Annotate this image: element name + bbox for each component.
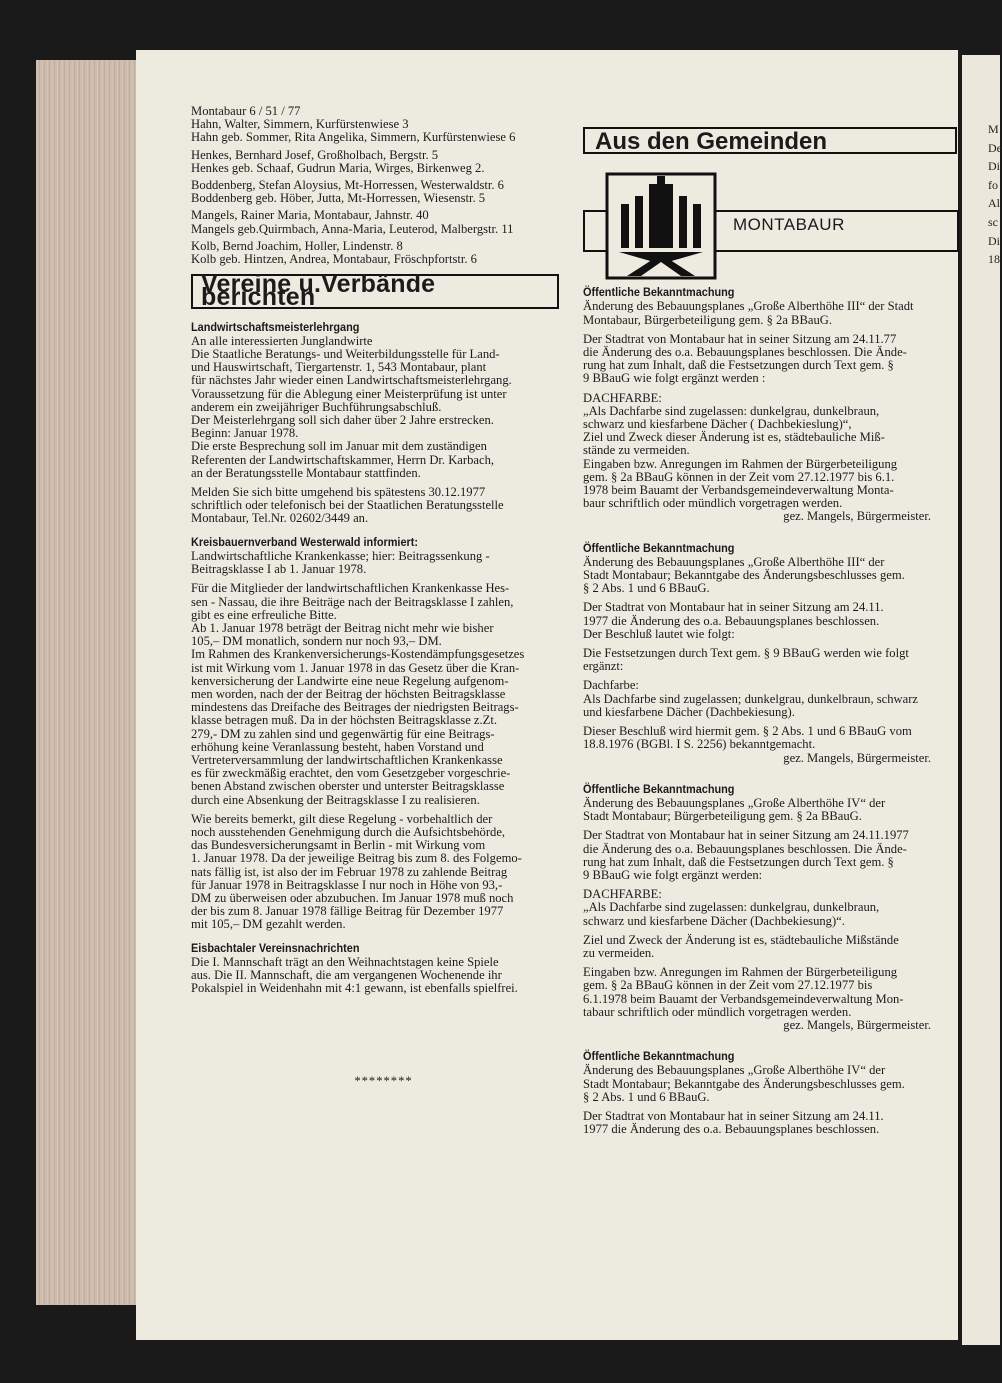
text-line: „Als Dachfarbe sind zugelassen: dunkelgrau, dunkelbraun, — [583, 900, 880, 915]
text-line: 1. Januar 1978. Da der jeweilige Beitrag bis zum 8. des Folgemo- — [191, 851, 522, 866]
text-line: der bis zum 8. Januar 1978 fällige Beitrag für Dezember 1977 — [191, 904, 504, 919]
text-line: an der Beratungsstelle Montabaur stattfinden. — [191, 465, 421, 480]
text-line: 105,– DM monatlich, sondern nur noch 93,– DM. — [191, 634, 442, 649]
notice-list — [583, 286, 961, 1136]
text-line: und kiesfarbene Dächer (Dachbekiesung). — [583, 704, 795, 719]
text-line: § 2 Abs. 1 und 6 BBauG. — [583, 1089, 710, 1104]
text-line: 9 BBauG wie folgt ergänzt werden: — [583, 867, 763, 882]
text-line: Vertreterversammlung der landwirtschaftlichen Krankenkasse — [191, 752, 503, 767]
text-line: mindestens das Dreifache des Beitrages der niedrigsten Beitrags- — [191, 700, 519, 715]
text-line: Die Staatliche Beratungs- und Weiterbildungsstelle für Land- — [191, 347, 500, 362]
text-line: Voraussetzung für die Ablegung einer Meisterprüfung ist unter — [191, 386, 507, 401]
section-title: Kreisbauernverband Westerwald informiert: — [191, 534, 419, 549]
notice-title: Öffentliche Bekanntmachung — [583, 1049, 735, 1064]
section-title: Eisbachtaler Vereinsnachrichten — [191, 940, 360, 955]
text-line: noch ausstehenden Genehmigung durch die Aufsichtsbehörde, — [191, 824, 506, 839]
text-line: DACHFARBE: — [583, 887, 662, 902]
text-line: für Januar 1978 in Beitragsklasse I nur noch in Höhe von 93,- — [191, 877, 503, 892]
text-line: kenversicherung der Landwirte eine neue Regelung aufgenom- — [191, 673, 509, 688]
text-line: Der Stadtrat von Montabaur hat in seiner Sitzung am 24.11.1977 — [583, 828, 909, 843]
text-line: Die I. Mannschaft trägt an den Weihnachtstagen keine Spiele — [191, 954, 499, 969]
text-line: Montabaur, Tel.Nr. 02602/3449 an. — [191, 511, 369, 526]
signature: gez. Mangels, Bürgermeister. — [783, 750, 931, 765]
text-line: An alle interessierten Junglandwirte — [191, 333, 373, 348]
text-line: Stadt Montabaur; Bekanntgabe des Änderungsbeschlusses gem. — [583, 568, 905, 583]
notice-title: Öffentliche Bekanntmachung — [583, 540, 735, 555]
notice-title: Öffentliche Bekanntmachung — [583, 285, 735, 300]
text-line: Landwirtschaftliche Krankenkasse; hier: Beitragssenkung - — [191, 548, 490, 563]
list-line: Boddenberg, Stefan Aloysius, Mt-Horressen, Westerwaldstr. 6 — [191, 178, 504, 193]
text-line: schwarz und kiesfarbene Dächer (Dachbekiesung)“. — [583, 913, 845, 928]
text-line: Dieser Beschluß wird hiermit gem. § 2 Abs. 1 und 6 BBauG vom — [583, 724, 912, 739]
separator-stars: ******** — [354, 1074, 413, 1089]
text-line: Für die Mitglieder der landwirtschaftlichen Krankenkasse Hes- — [191, 581, 510, 596]
notice — [583, 1032, 961, 1136]
text-line: Eingaben bzw. Anregungen im Rahmen der Bürgerbeteiligung — [583, 965, 898, 980]
list-line: Hahn, Walter, Simmern, Kurfürstenwiese 3 — [191, 117, 409, 132]
notice — [583, 765, 961, 1032]
right-column — [583, 127, 961, 1136]
text-line: gibt es eine erfreuliche Bitte. — [191, 607, 337, 622]
text-line: rung hat zum Inhalt, daß die Festsetzungen durch Text gem. § — [583, 854, 894, 869]
text-line: Der Stadtrat von Montabaur hat in seiner Sitzung am 24.11.77 — [583, 331, 897, 346]
text-line: zu vermeiden. — [583, 945, 655, 960]
text-line: Montabaur, Bürgerbeteiligung gem. § 2a BBauG. — [583, 312, 832, 327]
text-line: Im Rahmen des Krankenversicherungs-Kostendämpfungsgesetzes — [191, 647, 525, 662]
next-page-text: M De Di fo Al sc Di 18 — [988, 122, 1002, 267]
list-line: Henkes geb. Schaaf, Gudrun Maria, Wirges, Birkenweg 2. — [191, 160, 485, 175]
section-title: Landwirtschaftsmeisterlehrgang — [191, 319, 360, 334]
article-body — [191, 956, 576, 996]
text-line: Melden Sie sich bitte umgehend bis spätestens 30.12.1977 — [191, 485, 486, 500]
list-line: Hahn geb. Sommer, Rita Angelika, Simmern, Kurfürstenwiese 6 — [191, 130, 516, 145]
text-line: DM zu überweisen oder abzubuchen. Im Januar 1978 muß noch — [191, 890, 514, 905]
text-line: klasse betragen muß. Da in der höchsten Beitragsklasse z.Zt. — [191, 713, 498, 728]
list-line: Kolb, Bernd Joachim, Holler, Lindenstr. 8 — [191, 238, 403, 253]
text-line: Änderung des Bebauungsplanes „Große Alberthöhe IV“ der — [583, 795, 886, 810]
text-line: sen - Nassau, die ihre Beiträge nach der Beitragsklasse I zahlen, — [191, 594, 514, 609]
text-line: Der Stadtrat von Montabaur hat in seiner Sitzung am 24.11. — [583, 1108, 884, 1123]
text-line: Wie bereits bemerkt, gilt diese Regelung - vorbehaltlich der — [191, 811, 493, 826]
text-line: das Bundesversicherungsamt in Berlin - mit Wirkung vom — [191, 838, 486, 853]
list-line: Mangels, Rainer Maria, Montabaur, Jahnstr. 40 — [191, 208, 429, 223]
text-line: 6.1.1978 beim Bauamt der Verbandsgemeindeverwaltung Mon- — [583, 991, 904, 1006]
text-line: 279,- DM zu zahlen sind und gegenwärtig für eine Beitrags- — [191, 726, 495, 741]
text-line: DACHFARBE: — [583, 390, 662, 405]
text-line: „Als Dachfarbe sind zugelassen: dunkelgrau, dunkelbraun, — [583, 403, 880, 418]
text-line: baur schriftlich oder mündlich vorgetragen werden. — [583, 496, 843, 511]
left-column — [191, 105, 576, 1089]
text-line: Die erste Besprechung soll im Januar mit dem zuständigen — [191, 439, 487, 454]
text-line: Änderung des Bebauungsplanes „Große Alberthöhe III“ der — [583, 554, 885, 569]
text-line: ist mit Wirkung vom 1. Januar 1978 in das Gesetz über die Kran- — [191, 660, 520, 675]
montabaur-banner — [583, 172, 961, 282]
text-line: men worden, nach der der Beitrag der höchsten Beitragsklasse — [191, 686, 506, 701]
signature: gez. Mangels, Bürgermeister. — [783, 509, 931, 524]
vereine-heading: Vereine u.Verbände berichten — [191, 274, 559, 308]
text-line: 18.8.1976 (BGBl. I S. 2256) bekanntgemacht. — [583, 737, 816, 752]
text-line: Stadt Montabaur; Bürgerbeteiligung gem. § 2a BBauG. — [583, 809, 862, 824]
text-line: mit 105,– DM gezahlt werden. — [191, 917, 346, 932]
text-line: nats fällig ist, ist also der im Februar 1978 zu zahlende Beitrag — [191, 864, 508, 879]
text-line: gem. § 2a BBauG können in der Zeit vom 27.12.1977 bis 6.1. — [583, 469, 895, 484]
text-line: stände zu vermeiden. — [583, 443, 690, 458]
text-line: Änderung des Bebauungsplanes „Große Alberthöhe III“ der Stadt — [583, 299, 914, 314]
text-line: Änderung des Bebauungsplanes „Große Alberthöhe IV“ der — [583, 1063, 886, 1078]
text-line: § 2 Abs. 1 und 6 BBauG. — [583, 581, 710, 596]
text-line: Der Beschluß lautet wie folgt: — [583, 626, 735, 641]
notice — [583, 286, 961, 523]
text-line: schriftlich oder telefonisch bei der Staatlichen Beratungsstelle — [191, 498, 504, 513]
text-line: Pokalspiel in Weidenhahn mit 4:1 gewann, ist ebenfalls spielfrei. — [191, 981, 518, 996]
text-line: Eingaben bzw. Anregungen im Rahmen der Bürgerbeteiligung — [583, 456, 898, 471]
text-line: rung hat zum Inhalt, daß die Festsetzungen durch Text gem. § — [583, 358, 894, 373]
signature: gez. Mangels, Bürgermeister. — [783, 1017, 931, 1032]
book-page-edges — [36, 60, 148, 1305]
text-line: ergänzt: — [583, 659, 624, 674]
text-line: schwarz und kiesfarbene Dächer ( Dachbekieslung)“, — [583, 417, 852, 432]
text-line: benen Abstand zwischen oberster und unterster Beitragsklasse — [191, 779, 505, 794]
text-line: Ziel und Zweck dieser Änderung ist es, städtebauliche Miß- — [583, 430, 885, 445]
text-line: gem. § 2a BBauG können in der Zeit vom 27.12.1977 bis — [583, 978, 873, 993]
text-line: aus. Die II. Mannschaft, die am vergangenen Wochenende ihr — [191, 967, 502, 982]
article-body — [191, 550, 576, 932]
text-line: Beitragsklasse I ab 1. Januar 1978. — [191, 562, 367, 577]
text-line: erhöhung keine Veranlassung besteht, haben Vorstand und — [191, 739, 484, 754]
text-line: Referenten der Landwirtschaftskammer, Herrn Dr. Karbach, — [191, 452, 495, 467]
text-line: Die Festsetzungen durch Text gem. § 9 BBauG werden wie folgt — [583, 646, 909, 661]
text-line: Ziel und Zweck der Änderung ist es, städtebauliche Mißstände — [583, 932, 899, 947]
coat-of-arms-icon — [605, 172, 717, 280]
list-line: Boddenberg geb. Höber, Jutta, Mt-Horressen, Wiesenstr. 5 — [191, 191, 486, 206]
text-line: Beginn: Januar 1978. — [191, 426, 299, 441]
text-line: es für zweckmäßig erachtet, den vom Gesetzgeber vorgeschrie- — [191, 766, 511, 781]
text-line: 1977 die Änderung des o.a. Bebauungsplanes beschlossen. — [583, 1122, 880, 1137]
text-line: Dachfarbe: — [583, 678, 639, 693]
list-line: Montabaur 6 / 51 / 77 — [191, 104, 301, 118]
aus-den-gemeinden-heading: Aus den Gemeinden — [583, 127, 957, 154]
text-line: die Änderung des o.a. Bebauungsplanes beschlossen. Die Ände- — [583, 345, 907, 360]
list-line: Henkes, Bernhard Josef, Großholbach, Bergstr. 5 — [191, 147, 439, 162]
article-body — [191, 335, 576, 526]
name-list — [191, 105, 576, 266]
text-line: Stadt Montabaur; Bekanntgabe des Änderungsbeschlusses gem. — [583, 1076, 905, 1091]
text-line: 9 BBauG wie folgt ergänzt werden : — [583, 371, 766, 386]
text-line: Der Stadtrat von Montabaur hat in seiner Sitzung am 24.11. — [583, 600, 884, 615]
text-line: und Hauswirtschaft, Tiergartenstr. 1, 543 Montabaur, plant — [191, 360, 487, 375]
text-line: Der Meisterlehrgang soll sich daher über 2 Jahre erstrecken. — [191, 413, 494, 428]
text-line: tabaur schriftlich oder mündlich vorgetragen werden. — [583, 1004, 852, 1019]
text-line: anderem ein zweijähriger Buchführungsabschluß. — [191, 399, 442, 414]
list-line: Kolb geb. Hintzen, Andrea, Montabaur, Fröschpfortstr. 6 — [191, 252, 477, 267]
text-line: 1978 beim Bauamt der Verbandsgemeindeverwaltung Monta- — [583, 483, 894, 498]
text-line: Ab 1. Januar 1978 beträgt der Beitrag nicht mehr wie bisher — [191, 620, 494, 635]
notice-title: Öffentliche Bekanntmachung — [583, 781, 735, 796]
text-line: die Änderung des o.a. Bebauungsplanes beschlossen. Die Ände- — [583, 841, 907, 856]
text-line: 1977 die Änderung des o.a. Bebauungsplanes beschlossen. — [583, 613, 880, 628]
text-line: Als Dachfarbe sind zugelassen; dunkelgrau, dunkelbraun, schwarz — [583, 691, 919, 706]
town-name: MONTABAUR — [733, 215, 845, 235]
list-line: Mangels geb.Quirmbach, Anna-Maria, Leuterod, Malbergstr. 11 — [191, 221, 514, 236]
text-line: durch eine Absenkung der Beitragsklasse I zu realisieren. — [191, 792, 480, 807]
text-line: für nächstes Jahr wieder einen Landwirtschaftsmeisterlehrgang. — [191, 373, 512, 388]
notice — [583, 524, 961, 765]
next-page-fragment — [962, 55, 1000, 1345]
